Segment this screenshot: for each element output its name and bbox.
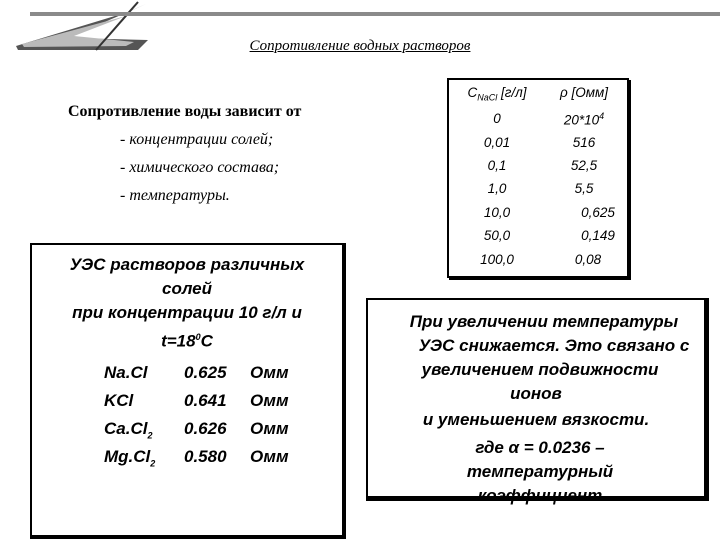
salt-row: KCl 0.641 Омм (104, 391, 289, 410)
intro-lead: Сопротивление воды зависит от (68, 103, 302, 120)
resistivity-table (447, 78, 629, 278)
header-concentration: $C_{NaCl}$ [г/л] (467, 85, 527, 103)
intro-item-composition: - химического состава; (120, 159, 280, 176)
salts-resistivity-box (30, 243, 346, 539)
table-row: 0 $20*10^4$ (493, 111, 605, 128)
table-row: 1,0 5,5 (487, 181, 594, 196)
page-title: Сопротивление водных растворов (249, 38, 471, 54)
table-row: 0,01 516 (483, 135, 596, 150)
table-row: 100,0 0,08 (480, 252, 602, 267)
intro-block (68, 98, 301, 210)
table-row: 0,1 52,5 (487, 158, 598, 173)
table-row: 50,0 0,149 (483, 228, 615, 243)
intro-item-concentration: - концентрации солей; (120, 131, 274, 148)
header-resistivity: ρ [Омм] (560, 85, 608, 100)
top-divider (30, 12, 720, 16)
table-header (449, 85, 627, 109)
temperature-effect-box: При увеличении температуры УЭС снижается. Это связано с увеличением подвижности ионов и уменьшением вязкости. где α = 0.0236 – температурный коэффициент (366, 298, 709, 501)
salt-row: $Mg.Cl_2$ 0.580 Омм (104, 447, 289, 469)
table-row: 10,0 0,625 (483, 205, 615, 220)
intro-item-temperature: - температуры. (120, 187, 230, 204)
salts-box-title: УЭС растворов различных солей при концентрации 10 г/л и $t=18^0C$ (69, 255, 305, 351)
salt-row: Na.Cl 0.625 Омм (104, 363, 289, 382)
salt-row: $Ca.Cl_2$ 0.626 Омм (104, 419, 289, 441)
